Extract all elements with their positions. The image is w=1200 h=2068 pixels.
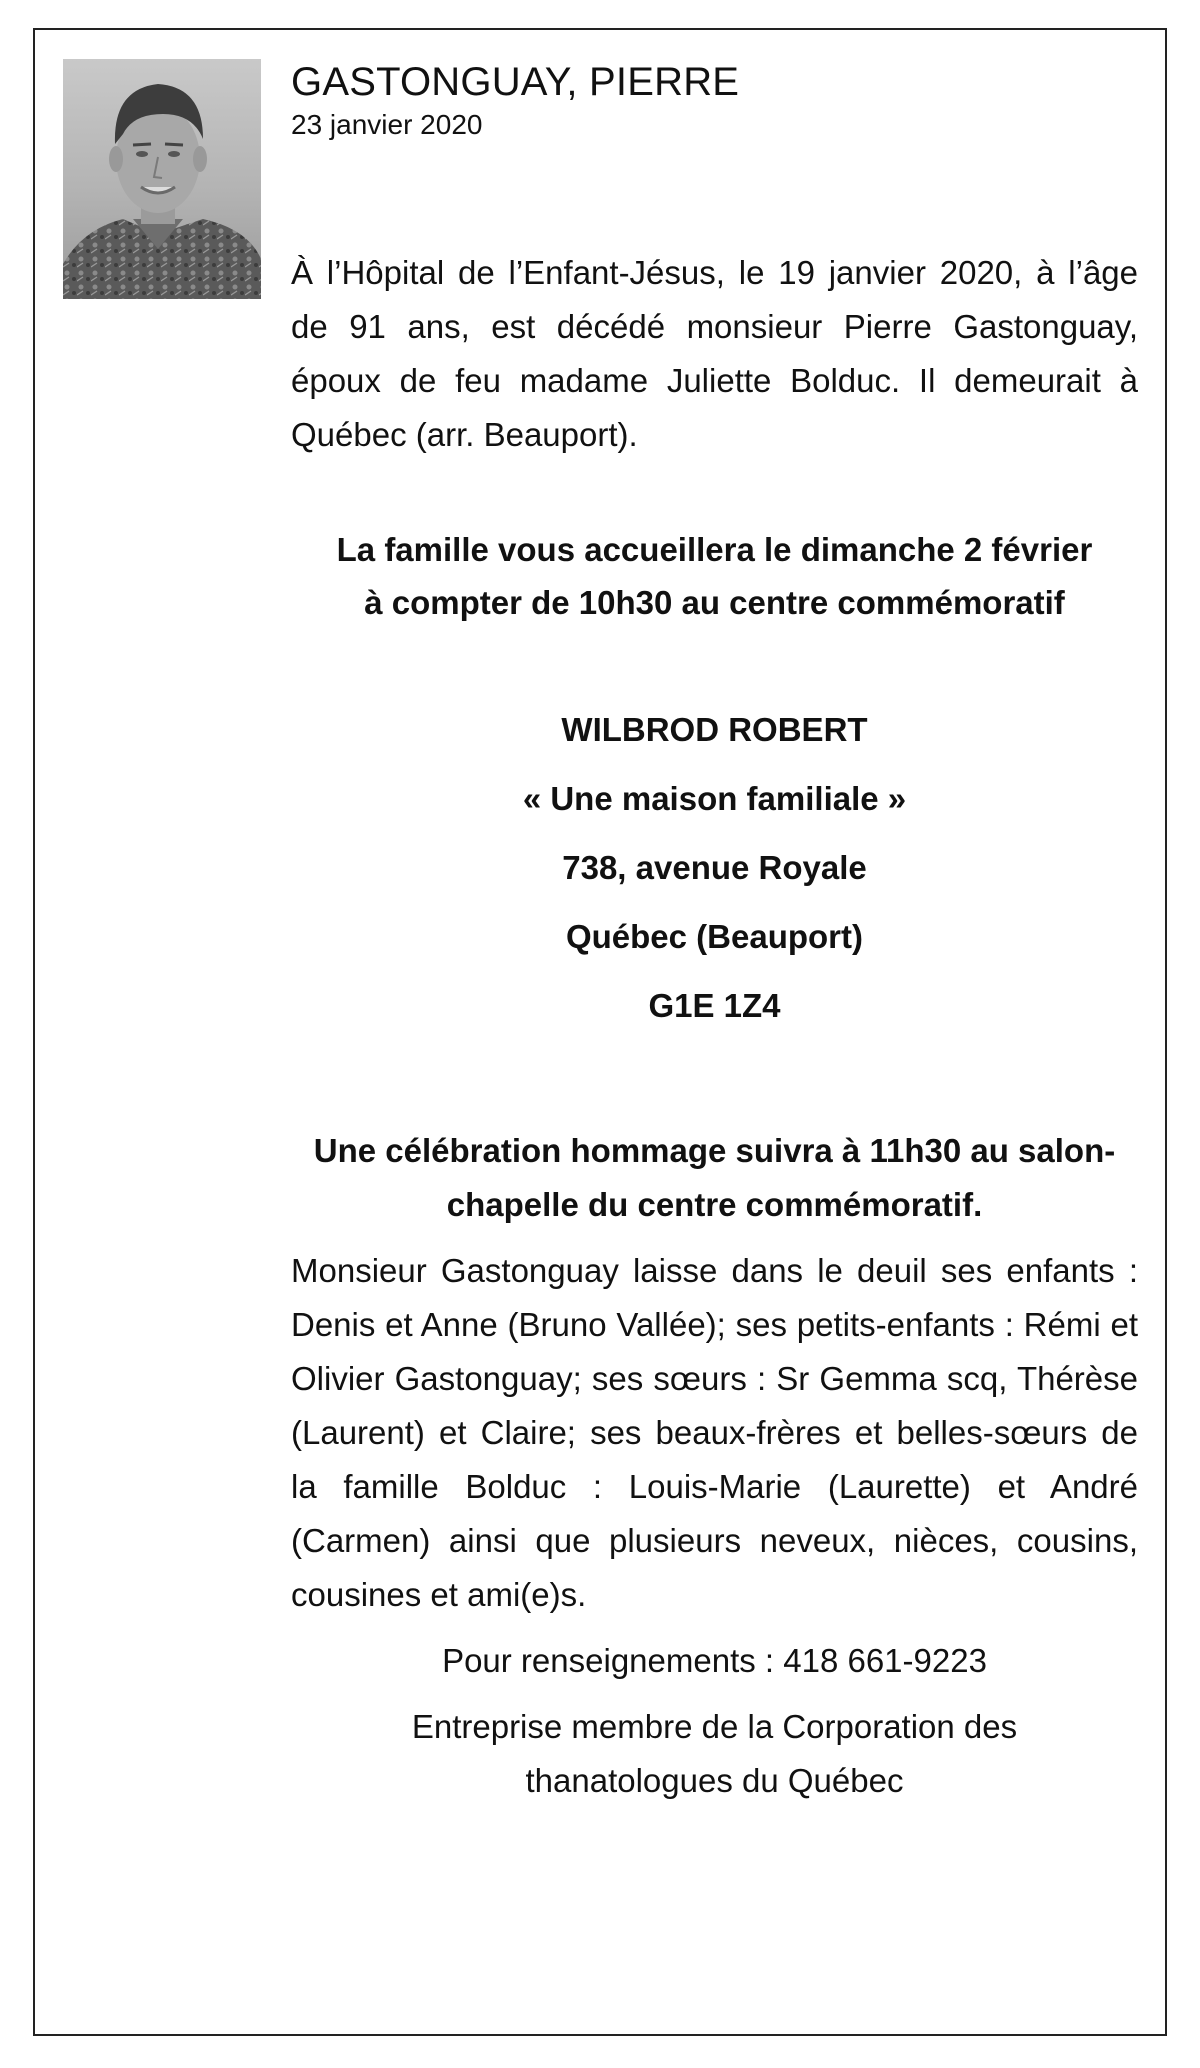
survivors-list: Monsieur Gastonguay laisse dans le deuil ses enfants : Denis et Anne (Bruno Vallée); ses petits-enfants : Rémi et Olivier Gastonguay; ses sœurs : Sr Gemma scq, Thérèse (Laurent) et Claire; ses beaux-frères et belles-sœurs de la famille Bolduc : Louis-Marie (Laurette) et André (Carmen) ainsi que plusieurs neveux, nièces, cousins, cousines et ami(e)s. <box>291 1252 1138 1613</box>
portrait-photo <box>63 59 261 299</box>
funeral-home-slogan: « Une maison familiale » <box>522 780 907 817</box>
funeral-home-city: Québec (Beauport) <box>565 918 864 955</box>
funeral-home-address <box>291 695 1138 1040</box>
membership-note: Entreprise membre de la Corporation des thanatologues du Québec <box>411 1708 1018 1799</box>
deceased-name: GASTONGUAY, PIERRE <box>291 60 740 104</box>
notice-content <box>291 58 1138 1808</box>
celebration-info: Une célébration hommage suivra à 11h30 au salon-chapelle du centre commémoratif. <box>313 1132 1116 1223</box>
publication-date: 23 janvier 2020 <box>291 109 483 140</box>
contact-phone: Pour renseignements : 418 661-9223 <box>442 1642 987 1679</box>
death-announcement: À l’Hôpital de l’Enfant-Jésus, le 19 janvier 2020, à l’âge de 91 ans, est décédé monsieur Pierre Gastonguay, époux de feu madame Juliette Bolduc. Il demeurait à Québec (arr. Beauport). <box>291 254 1138 453</box>
funeral-home-postal-code: G1E 1Z4 <box>648 987 781 1024</box>
funeral-home-street: 738, avenue Royale <box>562 849 867 886</box>
visitation-info: La famille vous accueillera le dimanche 2 février à compter de 10h30 au centre commémoratif <box>336 531 1093 621</box>
funeral-home-name: WILBROD ROBERT <box>561 711 868 748</box>
